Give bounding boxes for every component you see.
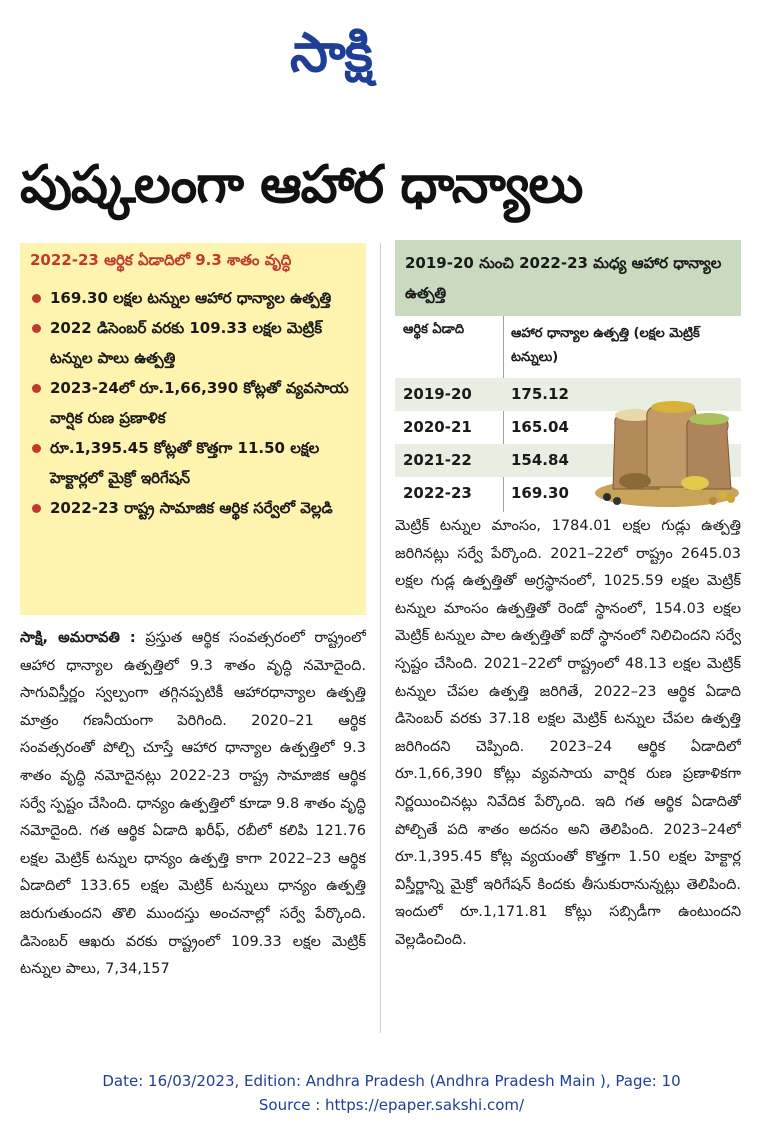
row-year: 2019-20 <box>403 385 472 403</box>
row-year: 2021-22 <box>403 451 472 469</box>
article-text-right: మెట్రిక్ టన్నుల మాంసం, 1784.01 లక్షల గుడ్లు ఉత్పత్తి జరిగినట్లు సర్వే పేర్కొంది. 2021–22లో రాష్ట్రం 2645.03 లక్షల గుడ్ల ఉత్పత్తితో అగ్రస్థానంలో, 1025.59 లక్షల మెట్రిక్ టన్నుల మాంసం ఉత్పత్తితో రెండో స్థానంలో, 154.03 లక్షల మెట్రిక్ టన్నుల పాల ఉత్పత్తితో ఐదో స్థానంలో నిలిచిందని సర్వే స్పష్టం చేసింది. 2021–22లో రాష్ట్రంలో 48.13 లక్షల మెట్రిక్ టన్నుల చేపల ఉత్పత్తి జరిగితే, 2022–23 ఆర్థిక ఏడాది డిసెంబర్ వరకు 37.18 లక్షల మెట్రిక్ టన్నుల చేపల ఉత్పత్తి జరిగిందని చెప్పింది. 2023–24 ఆర్థిక ఏడాదిలో రూ.1,66,390 కోట్లు వ్యవసాయ వార్షిక రుణ ప్రణాళికగా నిర్ణయించినట్లు నివేదిక పేర్కొంది. ఇది గత ఆర్థిక ఏడాదితో పోల్చితే పది శాతం అదనం అని తెలిపింది. 2023–24లో రూ.1,395.45 కోట్ల వ్యయంతో కొత్తగా 1.50 లక్షల హెక్టార్ల విస్తీర్ణాన్ని మైక్రో ఇరిగేషన్ కిందకు తీసుకురానున్నట్లు తెలిపింది. ఇందులో రూ.1,171.81 కోట్లు సబ్సిడీగా ఉంటుందని వెల్లడించింది. <box>395 518 741 948</box>
table-title: 2019-20 నుంచి 2022-23 మధ్య ఆహార ధాన్యాల ఉత్పత్తి <box>395 240 741 316</box>
highlight-item: రూ.1,395.45 కోట్లతో కొత్తగా 11.50 లక్షల హెక్టార్లలో మైక్రో ఇరిగేషన్ <box>32 433 362 493</box>
bullet-icon <box>32 324 41 333</box>
article-column-right <box>395 513 741 1035</box>
table-header-year: ఆర్థిక ఏడాది <box>403 322 465 337</box>
highlight-item: 169.30 లక్షల టన్నుల ఆహార ధాన్యాల ఉత్పత్తి <box>32 283 362 313</box>
bullet-icon <box>32 294 41 303</box>
row-value: 169.30 <box>511 484 569 502</box>
column-divider <box>380 243 381 1033</box>
highlights-title: 2022-23 ఆర్థిక ఏడాదిలో 9.3 శాతం వృద్ధి <box>30 251 292 269</box>
bullet-icon <box>32 444 41 453</box>
highlight-item: 2022 డిసెంబర్ వరకు 109.33 లక్షల మెట్రిక్ టన్నుల పాలు ఉత్పత్తి <box>32 313 362 373</box>
row-year: 2020-21 <box>403 418 472 436</box>
footer <box>0 1050 783 1135</box>
grain-sacks-icon <box>595 385 740 507</box>
article-text-left: ప్రస్తుత ఆర్థిక సంవత్సరంలో రాష్ట్రంలో ఆహార ధాన్యాల ఉత్పత్తిలో 9.3 శాతం వృద్ధి నమోదైంది. సాగువిస్తీర్ణం స్వల్పంగా తగ్గినప్పటికీ ఆహారధాన్యాల ఉత్పత్తి మాత్రం గణనీయంగా పెరిగింది. 2020–21 ఆర్థిక సంవత్సరంతో పోల్చి చూస్తే ఆహార ధాన్యాల ఉత్పత్తిలో 9.3 శాతం వృద్ధి నమోదైనట్లు 2022-23 రాష్ట్ర సామాజిక ఆర్థిక సర్వే స్పష్టం చేసింది. ధాన్యం ఉత్పత్తిలో కూడా 9.8 శాతం వృద్ధి నమోదైంది. గత ఆర్థిక ఏడాది ఖరీఫ్, రబీలో కలిపి 121.76 లక్షల మెట్రిక్ టన్నుల ధాన్యం ఉత్పత్తి కాగా 2022–23 ఆర్థిక ఏడాదిలో 133.65 లక్షల మెట్రిక్ టన్నులు ధాన్యం ఉత్పత్తి జరుగుతుందని తొలి ముందస్తు అంచనాల్లో సర్వే పేర్కొంది. డిసెంబర్ ఆఖరు వరకు రాష్ట్రంలో 109.33 లక్షల మెట్రిక్ టన్నుల పాలు, 7,34,157 <box>20 630 366 978</box>
highlight-item: 2023-24లో రూ.1,66,390 కోట్లతో వ్యవసాయ వార్షిక రుణ ప్రణాళిక <box>32 373 362 433</box>
bullet-icon <box>32 384 41 393</box>
highlights-list <box>32 283 362 523</box>
row-value: 175.12 <box>511 385 569 403</box>
bullet-icon <box>32 504 41 513</box>
row-value: 154.84 <box>511 451 569 469</box>
row-value: 165.04 <box>511 418 569 436</box>
table-header <box>395 316 741 374</box>
masthead-logo: సాక్షి <box>290 21 372 84</box>
article-dateline: సాక్షి, అమరావతి : <box>20 630 136 646</box>
highlights-box <box>20 243 366 615</box>
table-header-production: ఆహార ధాన్యాల ఉత్పత్తి (లక్షల మెట్రిక్ టన్నులు) <box>511 326 700 365</box>
headline: పుష్కలంగా ఆహార ధాన్యాలు <box>20 155 583 215</box>
article-column-left <box>20 625 366 1035</box>
footer-source: Source : https://epaper.sakshi.com/ <box>258 1096 525 1114</box>
row-year: 2022-23 <box>403 484 472 502</box>
highlight-item: 2022-23 రాష్ట్ర సామాజిక ఆర్థిక సర్వేలో వెల్లడి <box>32 493 362 523</box>
footer-edition-info: Date: 16/03/2023, Edition: Andhra Pradesh (Andhra Pradesh Main ), Page: 10 <box>102 1072 681 1090</box>
